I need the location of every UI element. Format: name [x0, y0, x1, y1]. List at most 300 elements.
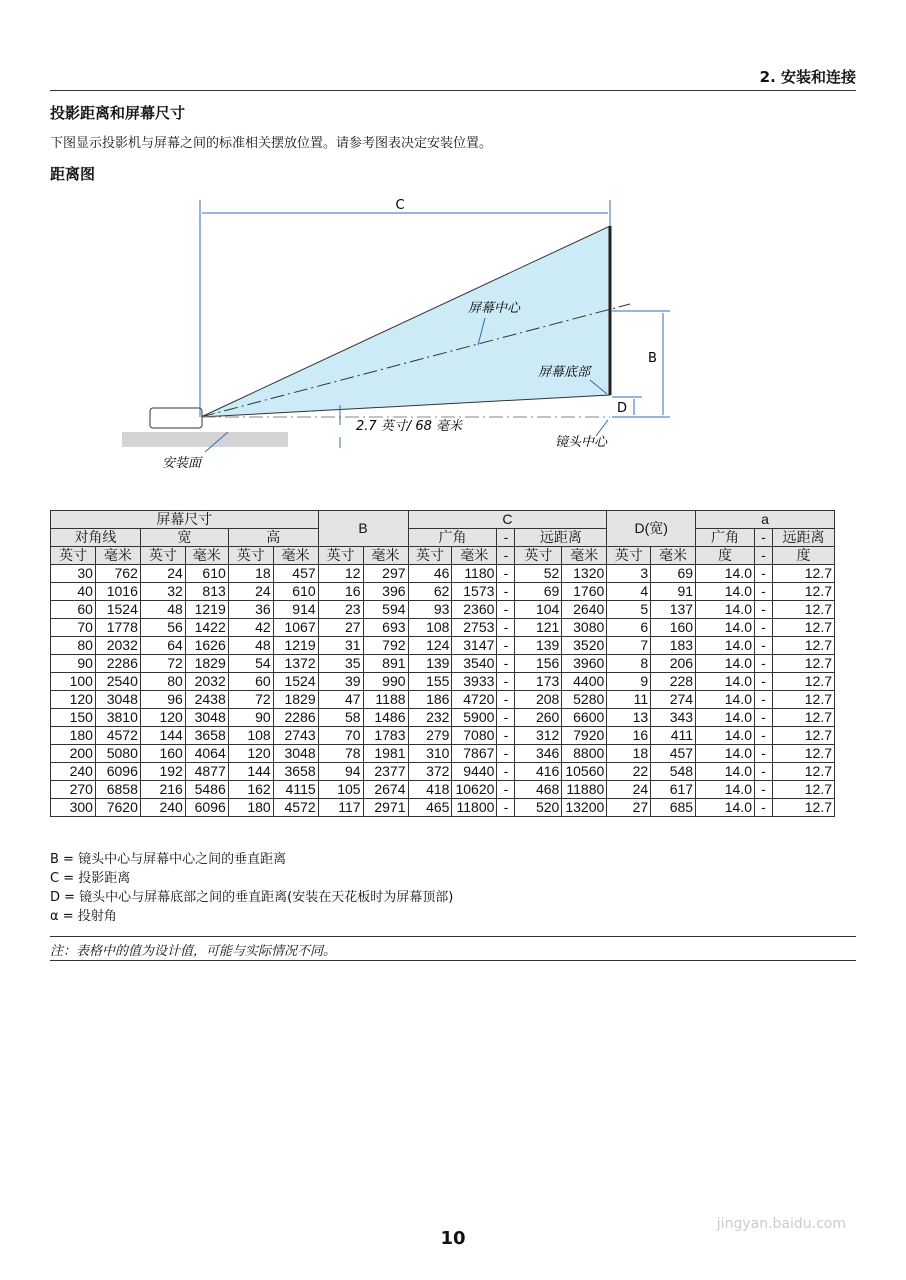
table-cell: 396 — [363, 583, 408, 601]
table-cell: 24 — [140, 565, 185, 583]
unit-header: - — [754, 547, 772, 565]
table-cell: 192 — [140, 763, 185, 781]
table-cell: - — [754, 763, 772, 781]
table-cell: 186 — [408, 691, 452, 709]
table-cell: 6096 — [95, 763, 140, 781]
label-offset: 2.7 英寸/ 68 毫米 — [356, 419, 462, 434]
note-b: B = 镜头中心与屏幕中心之间的垂直距离 — [50, 852, 287, 867]
header-c-tele: 远距离 — [515, 529, 607, 547]
table-cell: 1981 — [363, 745, 408, 763]
table-cell: 12.7 — [772, 745, 834, 763]
table-cell: 80 — [51, 637, 96, 655]
table-cell: 2032 — [185, 673, 228, 691]
table-cell: 120 — [228, 745, 273, 763]
table-cell: 260 — [515, 709, 562, 727]
table-cell: - — [754, 601, 772, 619]
table-row — [51, 601, 835, 619]
table-cell: 270 — [51, 781, 96, 799]
table-cell: 206 — [651, 655, 696, 673]
table-cell: 94 — [318, 763, 363, 781]
table-cell: 100 — [51, 673, 96, 691]
unit-header: 毫米 — [452, 547, 497, 565]
table-cell: - — [497, 565, 515, 583]
table-cell: 12.7 — [772, 637, 834, 655]
table-cell: 228 — [651, 673, 696, 691]
header-b: B — [318, 511, 408, 547]
header-c-wide: 广角 — [408, 529, 497, 547]
table-cell: 11 — [607, 691, 651, 709]
table-cell: 7867 — [452, 745, 497, 763]
table-cell: 144 — [140, 727, 185, 745]
table-cell: 310 — [408, 745, 452, 763]
table-cell: - — [754, 745, 772, 763]
table-row — [51, 583, 835, 601]
table-cell: 891 — [363, 655, 408, 673]
table-cell: 23 — [318, 601, 363, 619]
table-cell: 3960 — [562, 655, 607, 673]
table-cell: 617 — [651, 781, 696, 799]
legend-notes — [50, 850, 453, 926]
table-cell: 4572 — [95, 727, 140, 745]
table-cell: 108 — [228, 727, 273, 745]
table-cell: 792 — [363, 637, 408, 655]
label-c: C — [395, 198, 405, 213]
table-cell: 139 — [408, 655, 452, 673]
table-cell: 274 — [651, 691, 696, 709]
table-cell: 7 — [607, 637, 651, 655]
table-cell: 108 — [408, 619, 452, 637]
table-cell: 14.0 — [696, 601, 755, 619]
table-cell: 3147 — [452, 637, 497, 655]
table-cell: 2438 — [185, 691, 228, 709]
table-cell: 1524 — [95, 601, 140, 619]
table-cell: 4400 — [562, 673, 607, 691]
table-row — [51, 619, 835, 637]
table-cell: 2377 — [363, 763, 408, 781]
table-cell: 32 — [140, 583, 185, 601]
table-cell: 3658 — [273, 763, 318, 781]
table-cell: 5 — [607, 601, 651, 619]
table-cell: 14.0 — [696, 673, 755, 691]
header-alpha: a — [696, 511, 835, 529]
table-cell: 3080 — [562, 619, 607, 637]
table-cell: 6 — [607, 619, 651, 637]
table-cell: 150 — [51, 709, 96, 727]
unit-header: 英寸 — [607, 547, 651, 565]
table-cell: 11800 — [452, 799, 497, 817]
table-cell: - — [497, 637, 515, 655]
unit-header: 毫米 — [651, 547, 696, 565]
table-cell: 46 — [408, 565, 452, 583]
table-cell: 1626 — [185, 637, 228, 655]
unit-header: 英寸 — [318, 547, 363, 565]
label-screen-center: 屏幕中心 — [468, 301, 521, 316]
table-cell: 72 — [140, 655, 185, 673]
table-cell: 24 — [228, 583, 273, 601]
table-cell: 240 — [140, 799, 185, 817]
table-cell: 762 — [95, 565, 140, 583]
table-cell: 1422 — [185, 619, 228, 637]
subsection-title: 距离图 — [50, 165, 96, 183]
table-cell: 12.7 — [772, 799, 834, 817]
table-cell: 2753 — [452, 619, 497, 637]
table-cell: 300 — [51, 799, 96, 817]
table-cell: - — [754, 565, 772, 583]
page-number: 10 — [440, 1228, 466, 1249]
divider — [50, 936, 856, 937]
table-cell: - — [497, 583, 515, 601]
table-cell: 12.7 — [772, 673, 834, 691]
table-cell: 5900 — [452, 709, 497, 727]
table-cell: 312 — [515, 727, 562, 745]
table-cell: 279 — [408, 727, 452, 745]
table-cell: 52 — [515, 565, 562, 583]
table-cell: 12.7 — [772, 619, 834, 637]
table-cell: 1760 — [562, 583, 607, 601]
table-row — [51, 781, 835, 799]
header-diagonal: 对角线 — [51, 529, 141, 547]
table-cell: 418 — [408, 781, 452, 799]
table-cell: 24 — [607, 781, 651, 799]
header-c: C — [408, 511, 607, 529]
table-cell: 1486 — [363, 709, 408, 727]
table-cell: 58 — [318, 709, 363, 727]
table-row — [51, 763, 835, 781]
table-cell: 48 — [140, 601, 185, 619]
table-cell: 12.7 — [772, 601, 834, 619]
unit-header: 毫米 — [95, 547, 140, 565]
chapter-heading: 2. 安装和连接 — [759, 68, 856, 86]
table-cell: 3810 — [95, 709, 140, 727]
table-cell: 105 — [318, 781, 363, 799]
unit-header: - — [497, 547, 515, 565]
table-cell: 1524 — [273, 673, 318, 691]
table-cell: 70 — [51, 619, 96, 637]
table-cell: 13200 — [562, 799, 607, 817]
note-alpha: α = 投射角 — [50, 909, 117, 924]
table-cell: 1067 — [273, 619, 318, 637]
table-cell: 124 — [408, 637, 452, 655]
table-cell: 1188 — [363, 691, 408, 709]
table-cell: 2360 — [452, 601, 497, 619]
table-cell: 200 — [51, 745, 96, 763]
table-cell: 1219 — [185, 601, 228, 619]
table-cell: 72 — [228, 691, 273, 709]
table-cell: 47 — [318, 691, 363, 709]
table-cell: - — [497, 619, 515, 637]
table-cell: 30 — [51, 565, 96, 583]
table-cell: 411 — [651, 727, 696, 745]
table-cell: 520 — [515, 799, 562, 817]
table-cell: 465 — [408, 799, 452, 817]
table-cell: - — [497, 673, 515, 691]
note-c: C = 投影距离 — [50, 871, 131, 886]
unit-header: 英寸 — [408, 547, 452, 565]
table-cell: 457 — [273, 565, 318, 583]
unit-header: 英寸 — [140, 547, 185, 565]
table-cell: 31 — [318, 637, 363, 655]
table-cell: 1778 — [95, 619, 140, 637]
table-cell: 60 — [228, 673, 273, 691]
table-cell: 120 — [140, 709, 185, 727]
table-cell: 232 — [408, 709, 452, 727]
table-cell: 120 — [51, 691, 96, 709]
table-cell: 173 — [515, 673, 562, 691]
table-cell: 90 — [51, 655, 96, 673]
table-cell: 2674 — [363, 781, 408, 799]
table-cell: 1320 — [562, 565, 607, 583]
table-cell: 2540 — [95, 673, 140, 691]
table-cell: 693 — [363, 619, 408, 637]
table-cell: - — [497, 763, 515, 781]
unit-header: 度 — [696, 547, 755, 565]
note-d: D = 镜头中心与屏幕底部之间的垂直距离(安装在天花板时为屏幕顶部) — [50, 890, 454, 905]
table-cell: 1180 — [452, 565, 497, 583]
header-screen-size: 屏幕尺寸 — [51, 511, 319, 529]
table-row — [51, 709, 835, 727]
distance-table — [50, 510, 835, 817]
table-cell: 4572 — [273, 799, 318, 817]
table-cell: 2743 — [273, 727, 318, 745]
header-c-dash: - — [497, 529, 515, 547]
table-cell: 2286 — [95, 655, 140, 673]
table-cell: 610 — [185, 565, 228, 583]
table-cell: 64 — [140, 637, 185, 655]
table-cell: 4115 — [273, 781, 318, 799]
table-cell: 372 — [408, 763, 452, 781]
table-cell: 4 — [607, 583, 651, 601]
table-cell: 2971 — [363, 799, 408, 817]
table-cell: 4877 — [185, 763, 228, 781]
table-cell: 8800 — [562, 745, 607, 763]
table-cell: 1219 — [273, 637, 318, 655]
table-cell: 27 — [607, 799, 651, 817]
table-cell: 3658 — [185, 727, 228, 745]
table-cell: 12.7 — [772, 709, 834, 727]
table-cell: - — [497, 745, 515, 763]
table-cell: 35 — [318, 655, 363, 673]
table-cell: 12.7 — [772, 565, 834, 583]
table-cell: 610 — [273, 583, 318, 601]
table-cell: 14.0 — [696, 619, 755, 637]
table-cell: - — [497, 727, 515, 745]
label-b: B — [648, 351, 657, 366]
watermark-url: jingyan.baidu.com — [716, 1216, 846, 1232]
table-cell: 813 — [185, 583, 228, 601]
table-cell: 12.7 — [772, 655, 834, 673]
unit-header: 毫米 — [562, 547, 607, 565]
table-cell: - — [754, 781, 772, 799]
table-cell: - — [497, 691, 515, 709]
table-cell: 5280 — [562, 691, 607, 709]
table-cell: 96 — [140, 691, 185, 709]
table-row — [51, 655, 835, 673]
table-cell: 22 — [607, 763, 651, 781]
table-cell: 685 — [651, 799, 696, 817]
table-cell: 121 — [515, 619, 562, 637]
table-cell: 11880 — [562, 781, 607, 799]
footnote: 注：表格中的值为设计值，可能与实际情况不同。 — [50, 944, 337, 959]
table-cell: - — [754, 673, 772, 691]
table-row — [51, 637, 835, 655]
unit-header: 毫米 — [185, 547, 228, 565]
table-cell: 3048 — [273, 745, 318, 763]
table-cell: 12.7 — [772, 763, 834, 781]
table-cell: 5486 — [185, 781, 228, 799]
table-cell: 1829 — [185, 655, 228, 673]
table-cell: 2032 — [95, 637, 140, 655]
table-cell: - — [497, 799, 515, 817]
table-cell: 548 — [651, 763, 696, 781]
table-cell: 69 — [515, 583, 562, 601]
table-cell: 990 — [363, 673, 408, 691]
table-cell: 12.7 — [772, 691, 834, 709]
table-cell: 1372 — [273, 655, 318, 673]
table-cell: 14.0 — [696, 655, 755, 673]
table-cell: 468 — [515, 781, 562, 799]
table-cell: 6600 — [562, 709, 607, 727]
header-height: 高 — [228, 529, 318, 547]
table-cell: 69 — [651, 565, 696, 583]
table-cell: 2286 — [273, 709, 318, 727]
table-cell: 12 — [318, 565, 363, 583]
table-cell: 14.0 — [696, 745, 755, 763]
table-row — [51, 691, 835, 709]
header-a-wide: 广角 — [696, 529, 755, 547]
label-screen-bottom: 屏幕底部 — [538, 365, 591, 380]
table-cell: 14.0 — [696, 763, 755, 781]
table-cell: 14.0 — [696, 637, 755, 655]
table-cell: 13 — [607, 709, 651, 727]
table-cell: 117 — [318, 799, 363, 817]
table-cell: 18 — [607, 745, 651, 763]
table-cell: - — [497, 709, 515, 727]
table-cell: 12.7 — [772, 727, 834, 745]
table-cell: 3048 — [185, 709, 228, 727]
table-cell: 104 — [515, 601, 562, 619]
table-cell: 6096 — [185, 799, 228, 817]
table-cell: 1783 — [363, 727, 408, 745]
table-row — [51, 745, 835, 763]
table-cell: 14.0 — [696, 691, 755, 709]
table-cell: 144 — [228, 763, 273, 781]
table-cell: 14.0 — [696, 781, 755, 799]
table-cell: 160 — [651, 619, 696, 637]
table-cell: 4720 — [452, 691, 497, 709]
projection-beam — [201, 226, 610, 417]
table-cell: 343 — [651, 709, 696, 727]
table-cell: - — [754, 637, 772, 655]
table-cell: 12.7 — [772, 781, 834, 799]
intro-text: 下图显示投影机与屏幕之间的标准相关摆放位置。请参考图表决定安装位置。 — [50, 136, 493, 151]
table-cell: 346 — [515, 745, 562, 763]
unit-header: 度 — [772, 547, 834, 565]
table-cell: 12.7 — [772, 583, 834, 601]
table-cell: - — [754, 655, 772, 673]
table-cell: 137 — [651, 601, 696, 619]
table-cell: 594 — [363, 601, 408, 619]
table-row — [51, 673, 835, 691]
unit-header: 英寸 — [515, 547, 562, 565]
table-cell: 10620 — [452, 781, 497, 799]
table-cell: 914 — [273, 601, 318, 619]
unit-header: 毫米 — [273, 547, 318, 565]
table-cell: - — [497, 601, 515, 619]
table-cell: 180 — [228, 799, 273, 817]
table-cell: - — [754, 727, 772, 745]
table-row — [51, 727, 835, 745]
table-cell: 40 — [51, 583, 96, 601]
table-cell: 8 — [607, 655, 651, 673]
header-a-tele: 远距离 — [772, 529, 834, 547]
table-cell: 36 — [228, 601, 273, 619]
table-cell: 14.0 — [696, 727, 755, 745]
header-a-dash: - — [754, 529, 772, 547]
table-cell: 9 — [607, 673, 651, 691]
table-cell: 3 — [607, 565, 651, 583]
label-mount-surface: 安装面 — [162, 456, 202, 471]
table-cell: 48 — [228, 637, 273, 655]
table-cell: 9440 — [452, 763, 497, 781]
table-cell: 39 — [318, 673, 363, 691]
table-cell: 14.0 — [696, 565, 755, 583]
table-cell: 14.0 — [696, 799, 755, 817]
divider — [50, 960, 856, 961]
table-cell: 56 — [140, 619, 185, 637]
table-cell: - — [754, 691, 772, 709]
table-cell: 7620 — [95, 799, 140, 817]
table-cell: - — [497, 781, 515, 799]
table-cell: 90 — [228, 709, 273, 727]
table-cell: 297 — [363, 565, 408, 583]
table-cell: 4064 — [185, 745, 228, 763]
projector-icon — [150, 408, 202, 428]
table-cell: 208 — [515, 691, 562, 709]
mount-surface — [122, 432, 288, 447]
table-cell: 457 — [651, 745, 696, 763]
table-cell: 93 — [408, 601, 452, 619]
table-cell: 2640 — [562, 601, 607, 619]
table-row — [51, 799, 835, 817]
table-cell: 183 — [651, 637, 696, 655]
table-cell: 7080 — [452, 727, 497, 745]
label-lens-center: 镜头中心 — [555, 435, 608, 450]
table-cell: 14.0 — [696, 583, 755, 601]
table-cell: - — [754, 619, 772, 637]
distance-diagram — [0, 0, 906, 500]
table-cell: 155 — [408, 673, 452, 691]
label-d: D — [617, 401, 628, 416]
table-cell: 160 — [140, 745, 185, 763]
table-cell: 18 — [228, 565, 273, 583]
table-cell: 162 — [228, 781, 273, 799]
table-cell: 3540 — [452, 655, 497, 673]
header-d: D(宽) — [607, 511, 696, 547]
table-cell: 78 — [318, 745, 363, 763]
table-cell: 7920 — [562, 727, 607, 745]
table-cell: 80 — [140, 673, 185, 691]
table-cell: 91 — [651, 583, 696, 601]
table-cell: 27 — [318, 619, 363, 637]
unit-header: 英寸 — [51, 547, 96, 565]
table-cell: - — [754, 583, 772, 601]
table-cell: 62 — [408, 583, 452, 601]
table-cell: 180 — [51, 727, 96, 745]
table-cell: 216 — [140, 781, 185, 799]
table-cell: 70 — [318, 727, 363, 745]
unit-header: 毫米 — [363, 547, 408, 565]
table-cell: 1016 — [95, 583, 140, 601]
